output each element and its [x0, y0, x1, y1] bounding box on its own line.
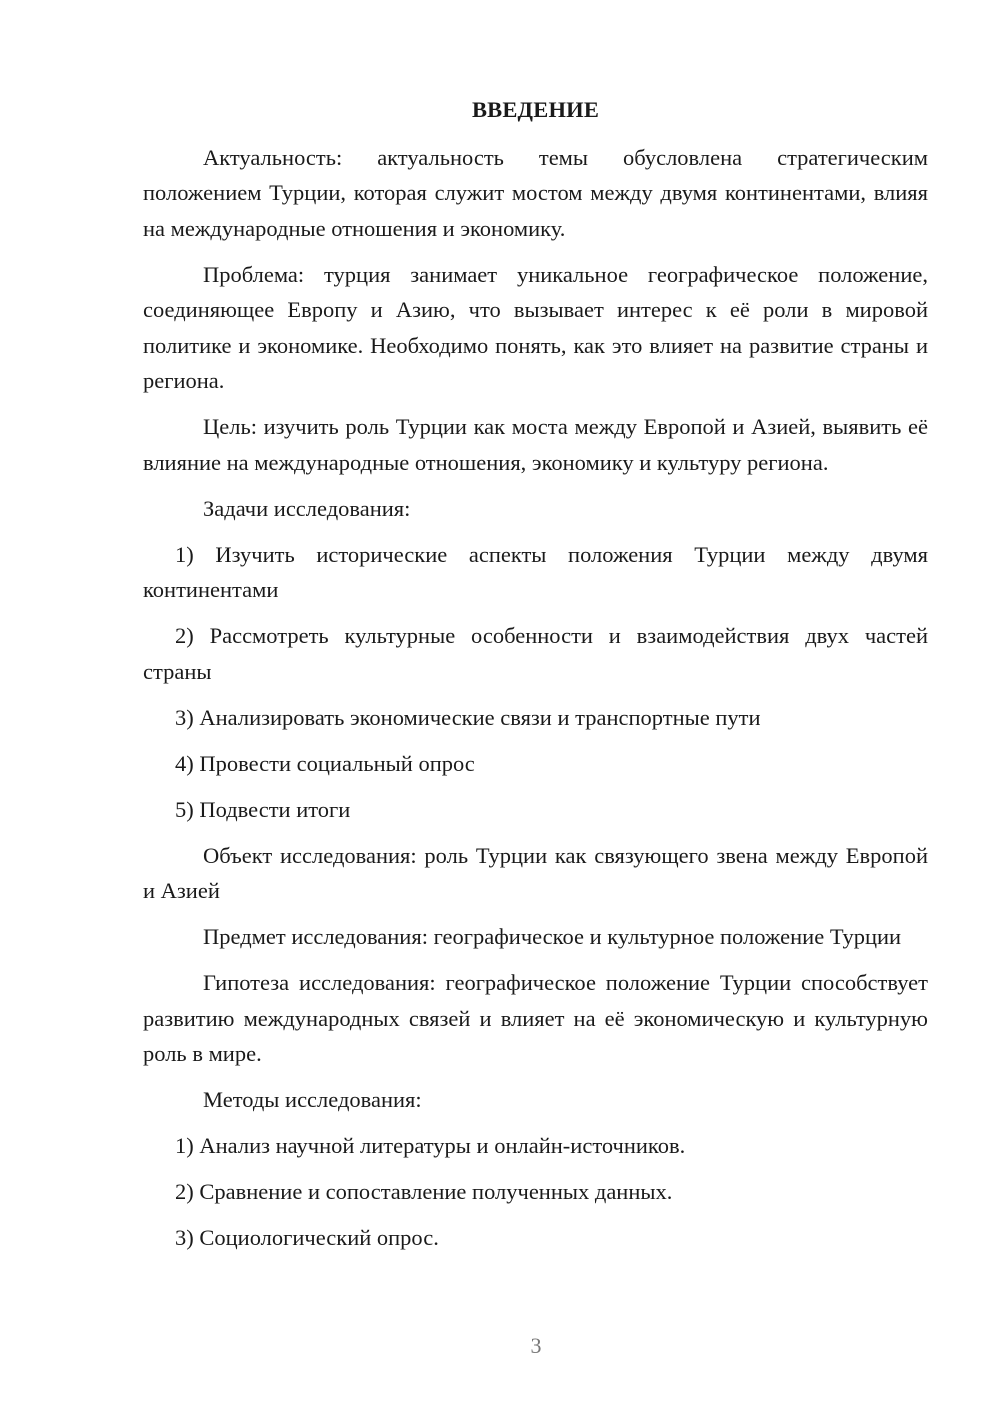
task-item: 3) Анализировать экономические связи и транспортные пути: [175, 704, 761, 730]
problem-paragraph: Проблема: турция занимает уникальное географическое положение, соединяющее Европу и Азию, что вызывает интерес к её роли в мировой политике и экономике. Необходимо понять, как это влияет на развитие страны и региона.: [143, 261, 928, 393]
task-item: 2) Рассмотреть культурные особенности и взаимодействия двух частей страны: [143, 623, 928, 684]
page-number: 3: [530, 1333, 542, 1358]
tasks-heading: Задачи исследования:: [203, 495, 411, 521]
object-paragraph: Объект исследования: роль Турции как связующего звена между Европой и Азией: [143, 842, 928, 903]
task-item: 5) Подвести итоги: [175, 796, 351, 822]
method-item: 2) Сравнение и сопоставление полученных данных.: [175, 1179, 673, 1204]
section-title: ВВЕДЕНИЕ: [471, 97, 600, 122]
task-item: 4) Провести социальный опрос: [175, 750, 475, 776]
relevance-paragraph: Актуальность: актуальность темы обусловлена стратегическим положением Турции, которая служит мостом между двумя континентами, влияя на международные отношения и экономику.: [143, 144, 928, 241]
goal-paragraph: Цель: изучить роль Турции как моста между Европой и Азией, выявить её влияние на международные отношения, экономику и культуру региона.: [143, 414, 928, 475]
methods-heading: Методы исследования:: [203, 1087, 422, 1112]
document-body: [143, 92, 928, 1266]
subject-paragraph: Предмет исследования: географическое и культурное положение Турции: [203, 924, 902, 949]
hypothesis-paragraph: Гипотеза исследования: географическое положение Турции способствует развитию международных связей и влияет на её экономическую и культурную роль в мире.: [143, 970, 928, 1066]
method-item: 1) Анализ научной литературы и онлайн-источников.: [175, 1133, 686, 1158]
method-item: 3) Социологический опрос.: [175, 1225, 439, 1250]
task-item: 1) Изучить исторические аспекты положения Турции между двумя континентами: [143, 541, 928, 602]
